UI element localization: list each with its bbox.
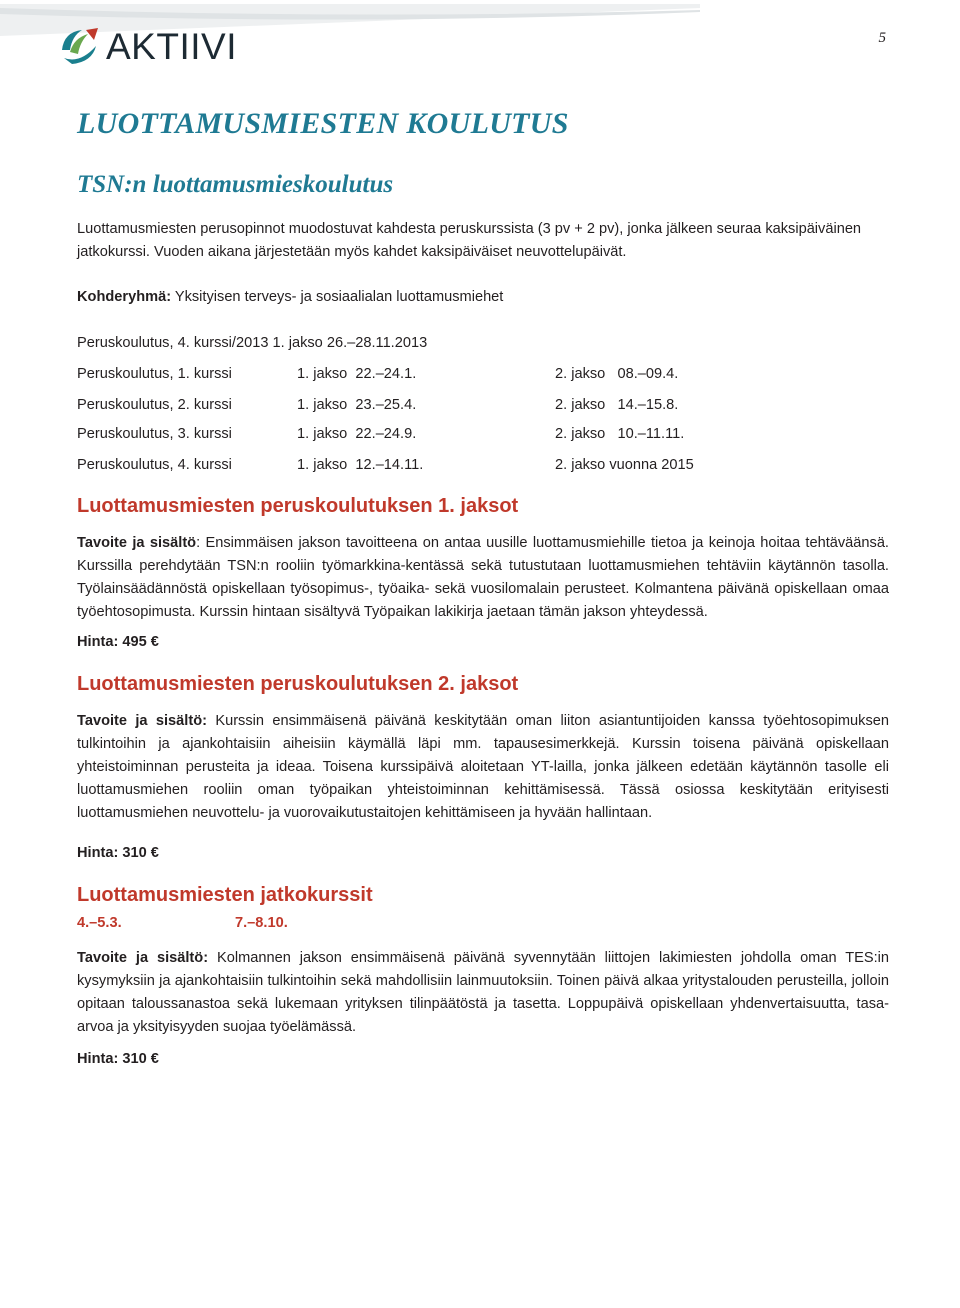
schedule-row bbox=[77, 448, 889, 482]
schedule-single-line: Peruskoulutus, 4. kurssi/2013 1. jakso 26.–28.11.2013 bbox=[77, 335, 428, 351]
price-jakso-1: Hinta: 495 € bbox=[77, 634, 159, 650]
jatkokurssi-date: 4.–5.3. bbox=[77, 915, 122, 931]
target-group-text: Yksityisen terveys- ja sosiaalialan luottamusmiehet bbox=[171, 289, 504, 305]
price-jatkokurssit: Hinta: 310 € bbox=[77, 1051, 159, 1067]
goal-text: Kurssin ensimmäisenä päivänä keskitytään oman liiton asiantuntijoiden kanssa työehtosopimuksen tulkintoihin ja ajankohtaisiin aiheisiin käymällä läpi mm. tapausesimerkkejä. Kurssin toisena päivänä opiskellaan yhteistoiminnan perusteita ja ideaa. Toisena kurssipäivä aloitetaan YT-lailla, jonka jälkeen edetään käytännön tasolle eli luottamusmiehen rooliin oman työpaikan yhteistoiminnan kehittämisessä. Tässä osiossa keskitytään erityisesti luottamusmiehen neuvottelu- ja vuorovaikutustaitojen kehittämiseen ja hyvään hallintaan. bbox=[77, 713, 889, 821]
schedule-part2: 2. jakso 08.–09.4. bbox=[555, 365, 679, 382]
page-header bbox=[0, 0, 960, 80]
schedule-part1: 1. jakso 23.–25.4. bbox=[297, 396, 417, 413]
schedule-part2: 2. jakso 14.–15.8. bbox=[555, 396, 679, 413]
schedule-row bbox=[77, 357, 889, 390]
logo-mark-icon bbox=[58, 24, 104, 68]
goal-label: Tavoite ja sisältö bbox=[77, 535, 197, 551]
goal-text: Kolmannen jakson ensimmäisenä päivänä syvennytään liittojen lakimiesten johdolla oman TES:in kysymyksiin ja ajankohtaisiin tulkintoihin sekä mahdollisiin lainmuutoksiin. Toinen päivä alkaa yritystalouden perusteilla, jolloin opitaan taloussanastoa sekä lukemaan yrityksen tilinpäätöstä ja tasetta. Loppupäivä opiskellaan yhdenvertaisuutta, tasa-arvoa ja yksityisyyden suojaa työelämässä. bbox=[77, 950, 889, 1035]
schedule-course: Peruskoulutus, 3. kurssi bbox=[77, 425, 232, 442]
section-text-jatkokurssit bbox=[77, 947, 889, 1039]
goal-label: Tavoite ja sisältö: bbox=[77, 713, 207, 729]
section-text-jakso-1 bbox=[77, 532, 889, 624]
goal-label: Tavoite ja sisältö: bbox=[77, 950, 209, 966]
logo-text: AKTIIVI bbox=[106, 25, 237, 67]
section-heading-jatkokurssit: Luottamusmiesten jatkokurssit bbox=[77, 884, 373, 906]
schedule-course: Peruskoulutus, 4. kurssi bbox=[77, 457, 232, 473]
schedule-course: Peruskoulutus, 2. kurssi bbox=[77, 396, 232, 413]
page-subtitle: TSN:n luottamusmieskoulutus bbox=[77, 171, 394, 198]
schedule-part1: 1. jakso 22.–24.9. bbox=[297, 425, 417, 442]
page-content bbox=[77, 106, 889, 1067]
page-title: LUOTTAMUSMIESTEN KOULUTUS bbox=[77, 107, 569, 140]
section-text-jakso-2 bbox=[77, 710, 889, 825]
intro-paragraph: Luottamusmiesten perusopinnot muodostuvat kahdesta peruskurssista (3 pv + 2 pv), jonka jälkeen seuraa kaksipäiväinen jatkokurssi. Vuoden aikana järjestetään myös kahdet kaksipäiväiset neuvottelupäivät. bbox=[77, 221, 862, 260]
section-heading-jakso-2: Luottamusmiesten peruskoulutuksen 2. jaksot bbox=[77, 673, 519, 695]
target-group bbox=[77, 286, 889, 309]
schedule-part1: 1. jakso 12.–14.11. bbox=[297, 457, 424, 473]
aktiivi-logo bbox=[58, 24, 237, 68]
schedule-part2: 2. jakso vuonna 2015 bbox=[555, 457, 694, 473]
target-group-label: Kohderyhmä: bbox=[77, 289, 172, 305]
price-jakso-2: Hinta: 310 € bbox=[77, 845, 159, 861]
section-heading-jakso-1: Luottamusmiesten peruskoulutuksen 1. jaksot bbox=[77, 495, 519, 517]
jatkokurssi-dates bbox=[77, 915, 889, 931]
schedule-part1: 1. jakso 22.–24.1. bbox=[297, 365, 417, 382]
schedule-row bbox=[77, 390, 889, 419]
course-schedule bbox=[77, 329, 889, 482]
schedule-course: Peruskoulutus, 1. kurssi bbox=[77, 365, 232, 382]
schedule-row bbox=[77, 419, 889, 448]
page-number: 5 bbox=[878, 30, 886, 46]
jatkokurssi-date: 7.–8.10. bbox=[235, 915, 288, 931]
goal-text: : Ensimmäisen jakson tavoitteena on antaa uusille luottamusmiehille tietoa ja keinoja hoitaa tehtäväänsä. Kurssilla perehdytään TSN:n rooliin työmarkkina-kentässä sekä tutustutaan luottamusmiehen tehtäviin käytännön tasolla. Työlainsäädännöstä opiskellaan työsopimus-, työaika- sekä vuosilomalain perusteet. Kolmantena päivänä opiskellaan omaa työehtosopimusta. Kurssin hintaan sisältyvä Työpaikan lakikirja jaetaan tämän jakson yhteydessä. bbox=[77, 535, 889, 620]
schedule-part2: 2. jakso 10.–11.11. bbox=[555, 425, 685, 442]
